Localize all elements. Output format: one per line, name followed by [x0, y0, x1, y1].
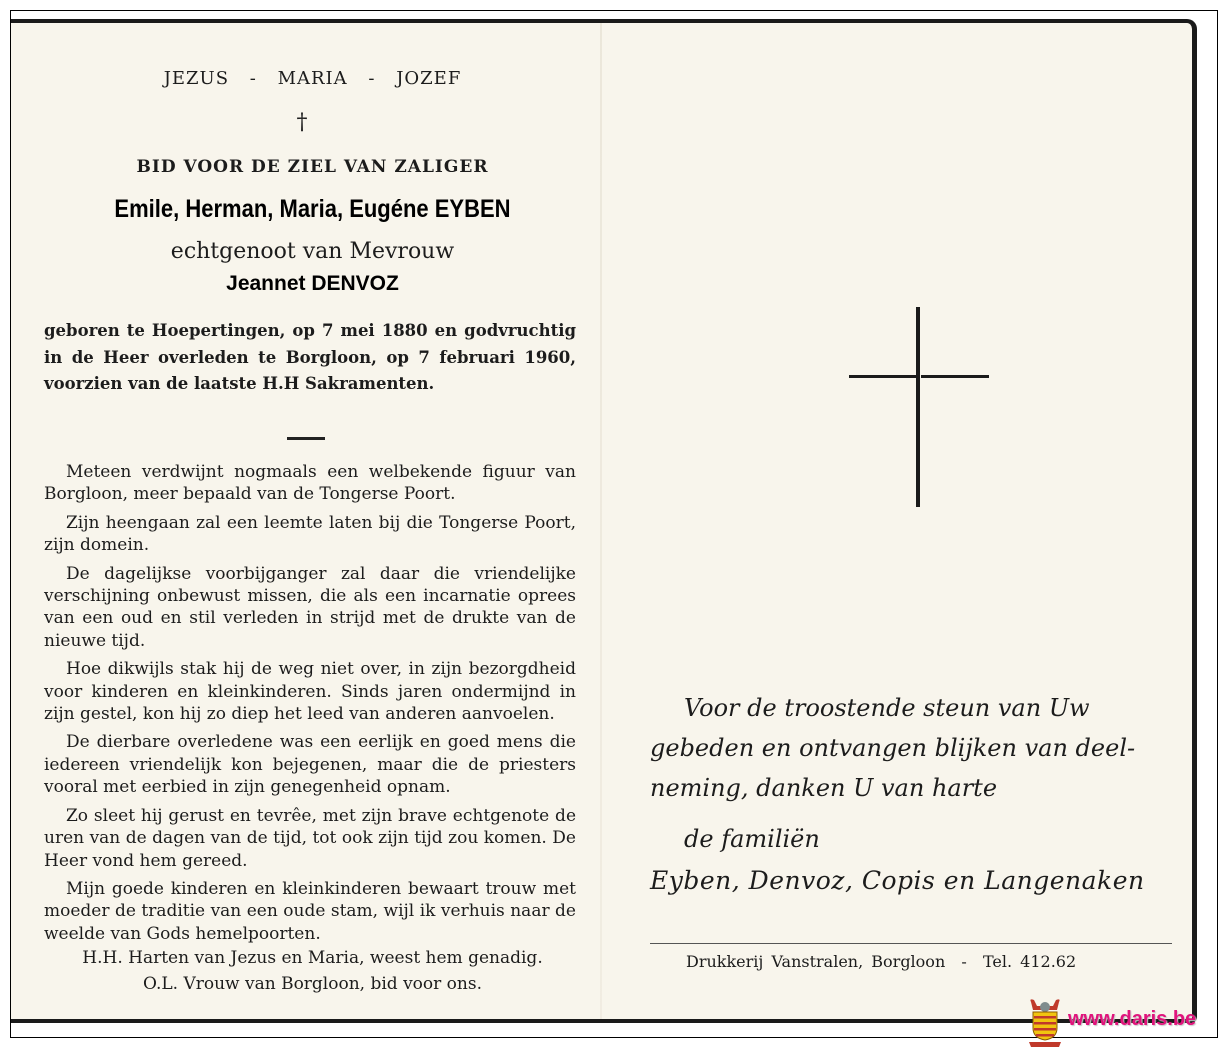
- eulogy-paragraph: Zijn heengaan zal een leemte laten bij die Tongerse Poort, zijn domein.: [44, 512, 576, 556]
- families-label: de familiën: [684, 825, 820, 853]
- separator-dash: [287, 437, 325, 440]
- thanks-line: gebeden en ontvangen blijken van deel-: [650, 734, 1136, 762]
- eulogy-paragraph: De dierbare overledene was een eerlijk en goed mens die iedereen vriendelijk kon bejegenen, maar die de priesters vooral met eerbied in zijn genegenheid opnam.: [44, 732, 576, 798]
- coat-of-arms-icon: [1025, 996, 1065, 1048]
- printer-divider: [650, 943, 1172, 944]
- eulogy-paragraph: Meteen verdwijnt nogmaals een welbekende figuur van Borgloon, meer bepaald van de Tongerse Poort.: [44, 462, 576, 505]
- eulogy-paragraph: De dagelijkse voorbijganger zal daar die vriendelijke verschijning onbewust missen, die als een incarnatie oprees van een oud en stil verleden in strijd met de drukte van de nieuwe tijd.: [44, 563, 576, 651]
- large-cross-arm-left: [849, 375, 916, 378]
- printer-info: Drukkerij Vanstralen, Borgloon - Tel. 412.62: [686, 952, 1077, 971]
- closing-prayer-1: H.H. Harten van Jezus en Maria, weest hem genadig.: [82, 948, 543, 968]
- header-jezus-maria-jozef: JEZUS - MARIA - JOZEF: [163, 68, 462, 89]
- deceased-name: Emile, Herman, Maria, Eugéne EYBEN: [114, 195, 511, 223]
- thanks-line: neming, danken U van harte: [650, 774, 998, 802]
- small-cross-icon: †: [296, 110, 308, 135]
- eulogy-paragraph: Hoe dikwijls stak hij de weg niet over, in zijn bezorgdheid voor kinderen en kleinkinderen. Sinds jaren ondermijnd in zijn gestel, kon hij zo diep het leed van anderen aanvoelen.: [44, 659, 576, 725]
- watermark-link[interactable]: www.daris.be: [1068, 1008, 1197, 1030]
- thanks-line: Voor de troostende steun van Uw: [684, 694, 1090, 722]
- closing-prayer-2: O.L. Vrouw van Borgloon, bid voor ons.: [143, 974, 482, 994]
- large-cross-arm-right: [921, 375, 989, 378]
- card-fold-line: [600, 23, 602, 1019]
- large-cross-icon: [916, 307, 920, 507]
- family-names: Eyben, Denvoz, Copis en Langenaken: [650, 866, 1145, 895]
- birth-death-details: geboren te Hoepertingen, op 7 mei 1880 en godvruchtig in de Heer overleden te Borgloon, op 7 februari 1960, voorzien van de laatste H.H Sakramenten.: [44, 321, 576, 393]
- eulogy-paragraph: Zo sleet hij gerust en tevrêe, met zijn brave echtgenote de uren van de dagen van de tijd, tot ook zijn tijd zou komen. De Heer vond hem gereed.: [44, 805, 576, 871]
- spouse-name: Jeannet DENVOZ: [226, 272, 399, 295]
- thanks-text: [650, 688, 1180, 808]
- eulogy-paragraph: Mijn goede kinderen en kleinkinderen bewaart trouw met moeder de traditie van een oude stam, wijl ik verhuis naar de weelde van Gods hemelpoorten.: [44, 878, 576, 944]
- spouse-intro: echtgenoot van Mevrouw: [170, 239, 455, 264]
- eulogy-text: [44, 461, 576, 951]
- prayer-intro: BID VOOR DE ZIEL VAN ZALIGER: [136, 157, 489, 177]
